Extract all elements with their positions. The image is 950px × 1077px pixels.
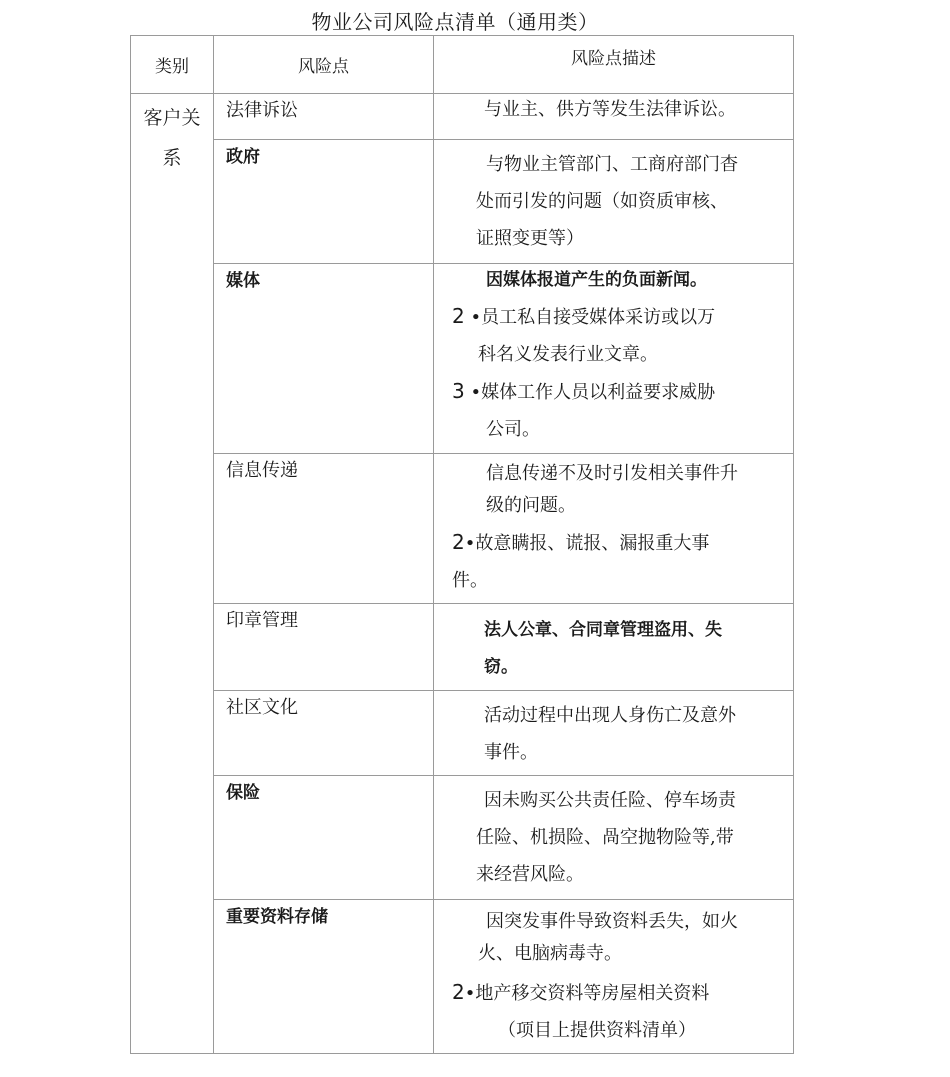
description-line [452, 294, 783, 336]
table-row [131, 94, 794, 140]
risk-table [130, 35, 794, 1054]
table-row [131, 140, 794, 264]
risk-point-cell: 印章管理 [214, 604, 434, 691]
description-line: 事件。 [484, 742, 538, 763]
risk-point-cell: 政府 [214, 140, 434, 264]
description-cell [434, 264, 794, 454]
item-number: 2 [452, 304, 465, 328]
item-number: 2 [452, 980, 465, 1004]
description-cell [434, 94, 794, 140]
table-row [131, 264, 794, 454]
table-row [131, 604, 794, 691]
item-number: 3 [452, 379, 465, 403]
header-description: 风险点描述 [434, 36, 794, 94]
category-line: 客户关 [143, 107, 201, 129]
description-cell [434, 900, 794, 1054]
item-number: 2 [452, 530, 465, 554]
description-line: 因媒体报道产生的负面新闻。 [486, 270, 707, 290]
description-line: 与业主、供方等发生法律诉讼。 [484, 99, 736, 120]
description-line [452, 970, 783, 1012]
description-line: 火、电脑病毒寺。 [478, 943, 622, 964]
header-risk-point: 风险点 [214, 36, 434, 94]
description-cell [434, 776, 794, 900]
description-line: 窃。 [484, 657, 518, 677]
description-text: •故意瞒报、谎报、漏报重大事 [464, 533, 710, 554]
description-line: 级的问题。 [486, 495, 576, 516]
description-text: •媒体工作人员以利益要求威胁 [470, 382, 716, 403]
description-text: •员工私自接受媒体采访或以万 [470, 307, 716, 328]
page-title: 物业公司风险点清单（通用类） [311, 10, 599, 34]
description-cell [434, 140, 794, 264]
table-header-row [131, 36, 794, 94]
risk-point-cell: 法律诉讼 [214, 94, 434, 140]
description-line: 因未购买公共责任险、停车场责 [484, 790, 736, 811]
description-line: 与物业主管部门、工商府部门杳 [486, 154, 738, 175]
description-line: 信息传递不及时引发相关事件升 [486, 463, 738, 484]
description-line: 活动过程中出现人身伤亡及意外 [484, 705, 736, 726]
description-line: 任险、机损险、咼空抛物险等,带 [476, 827, 734, 848]
description-cell [434, 454, 794, 604]
description-cell [434, 691, 794, 776]
risk-point-cell: 重要资料存储 [214, 900, 434, 1054]
header-category: 类别 [131, 36, 214, 94]
table-row [131, 900, 794, 1054]
table-row [131, 454, 794, 604]
description-line: 法人公章、合同章管理盗用、失 [484, 620, 722, 640]
description-line: 因突发事件导致资料丢失，如火 [486, 911, 738, 932]
description-line [452, 373, 783, 411]
description-line: 公司。 [486, 419, 540, 440]
description-line: （项目上提供资料清单） [498, 1020, 696, 1041]
table-row [131, 691, 794, 776]
description-text: •地产移交资料等房屋相关资料 [464, 983, 710, 1004]
risk-point-cell: 保险 [214, 776, 434, 900]
description-line: 来经营风险。 [476, 864, 584, 885]
description-line: 证照变更等） [476, 228, 584, 249]
risk-point-cell: 信息传递 [214, 454, 434, 604]
category-line: 系 [162, 147, 182, 169]
description-line [452, 522, 783, 562]
description-line: 科名义发表行业文章。 [478, 344, 658, 365]
risk-point-cell: 社区文化 [214, 691, 434, 776]
table-row [131, 776, 794, 900]
risk-point-cell: 媒体 [214, 264, 434, 454]
description-cell [434, 604, 794, 691]
category-cell [131, 94, 214, 1054]
description-line: 处而引发的问题（如资质审核、 [476, 191, 728, 212]
description-line: 件。 [452, 570, 488, 591]
